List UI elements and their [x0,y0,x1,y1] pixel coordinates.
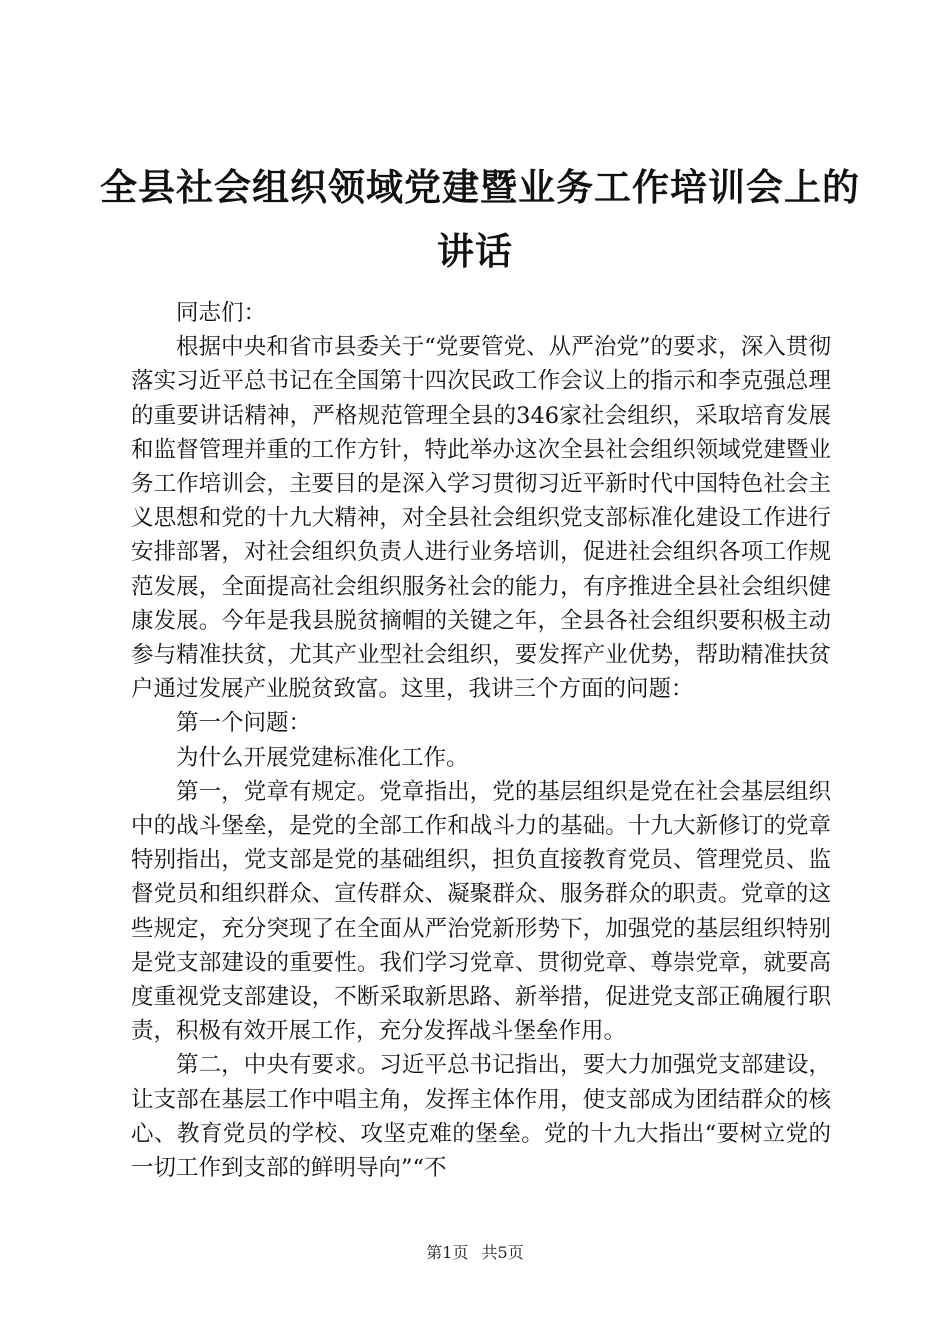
page-number: 第1页 [426,1243,469,1262]
document-body [131,296,831,1185]
salutation-paragraph: 同志们： [176,300,267,326]
page-footer [0,1243,950,1263]
section-heading: 第一个问题： [176,710,312,737]
point-two-paragraph: 第二，中央有要求。习近平总书记指出，要大力加强党支部建设，让支部在基层工作中唱主角，发挥主体作用，使支部成为团结群众的核心、教育党员的学校、攻坚克难的堡垒。党的十九大指出“要树立党的一切工作到支部的鲜明导向”“不 [131,1052,831,1182]
intro-paragraph: 根据中央和省市县委关于“党要管党、从严治党”的要求，深入贯彻落实习近平总书记在全国第十四次民政工作会议上的指示和李克强总理的重要讲话精神，严格规范管理全县的346家社会组织，采取培育发展和监督管理并重的工作方针，特此举办这次全县社会组织领域党建暨业务工作培训会，主要目的是深入学习贯彻习近平新时代中国特色社会主义思想和党的十九大精神，对全县社会组织党支部标准化建设工作进行安排部署，对社会组织负责人进行业务培训，促进社会组织各项工作规范发展，全面提高社会组织服务社会的能力，有序推进全县社会组织健康发展。今年是我县脱贫摘帽的关键之年，全县各社会组织要积极主动参与精准扶贫，尤其产业型社会组织，要发挥产业优势，帮助精准扶贫户通过发展产业脱贫致富。这里，我讲三个方面的问题： [131,334,831,703]
page-total: 共5页 [481,1243,524,1262]
point-one-paragraph: 第一，党章有规定。党章指出，党的基层组织是党在社会基层组织中的战斗堡垒，是党的全部工作和战斗力的基础。十九大新修订的党章特别指出，党支部是党的基础组织，担负直接教育党员、管理党员、监督党员和组织群众、宣传群众、凝聚群众、服务群众的职责。党章的这些规定，充分突现了在全面从严治党新形势下，加强党的基层组织特别是党支部建设的重要性。我们学习党章、贯彻党章、尊崇党章，就要高度重视党支部建设，不断采取新思路、新举措，促进党支部正确履行职责，积极有效开展工作，充分发挥战斗堡垒作用。 [131,778,831,1045]
title-line-1: 全县社会组织领域党建暨业务工作培训会上的 [100,166,860,209]
title-line-2: 讲话 [437,230,513,273]
document-title [100,156,860,284]
section-subheading: 为什么开展党建标准化工作。 [176,744,469,771]
